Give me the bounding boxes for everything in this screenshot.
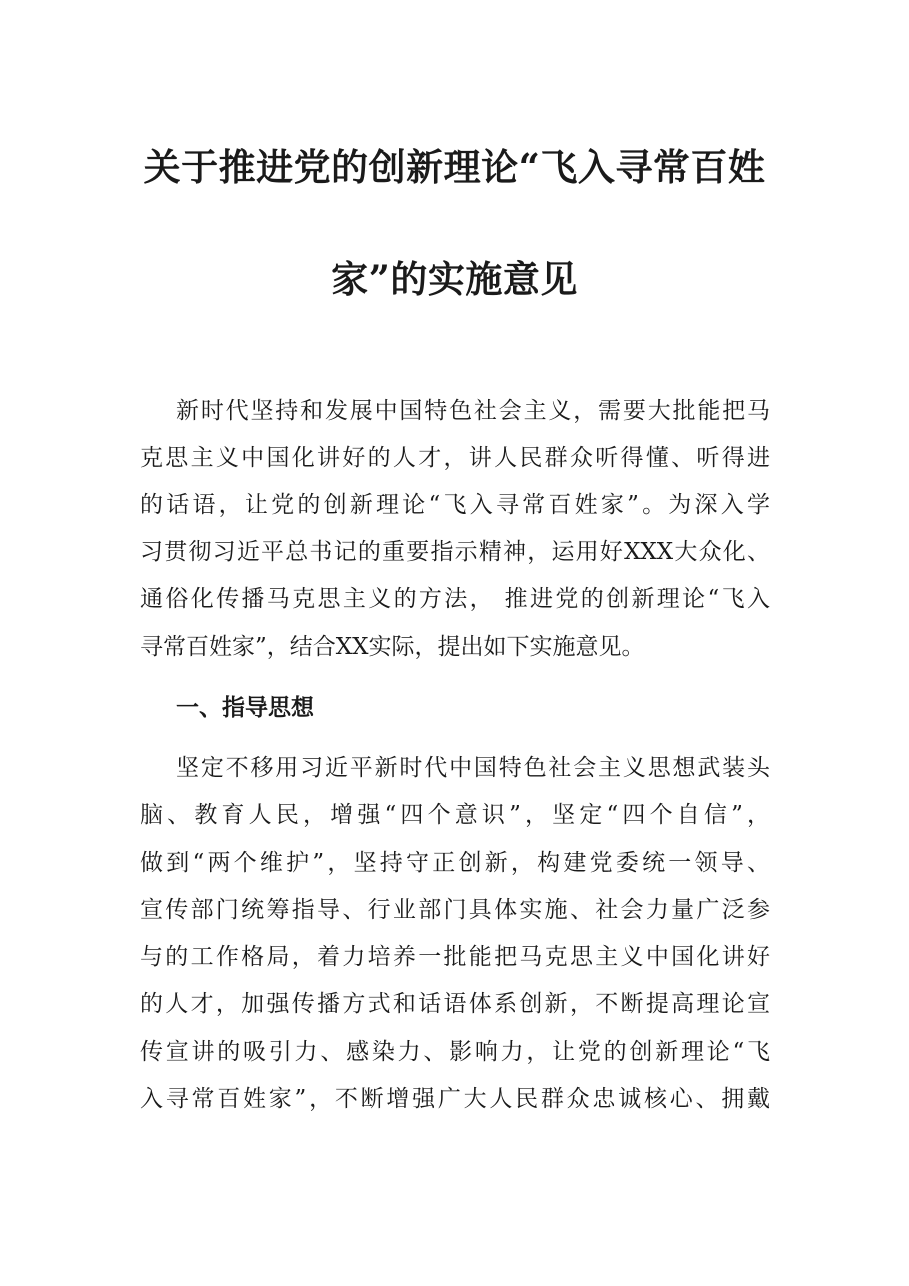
paragraph-line: 宣传部门统筹指导、行业部门具体实施、社会力量广泛参: [140, 897, 770, 923]
paragraph-line: 寻常百姓家”，结合XX实际，提出如下实施意见。: [140, 634, 645, 660]
paragraph-line: 的话语，让党的创新理论“飞入寻常百姓家”。为深入学: [140, 492, 770, 518]
paragraph-line: 传宣讲的吸引力、感染力、影响力，让党的创新理论“飞: [140, 1039, 770, 1065]
paragraph-line: 通俗化传播马克思主义的方法， 推进党的创新理论“飞入: [140, 586, 770, 612]
paragraph-line: 脑、教育人民，增强“四个意识”，坚定“四个自信”，: [140, 802, 770, 828]
paragraph-line: 做到“两个维护”，坚持守正创新，构建党委统一领导、: [140, 850, 770, 876]
document-title-line-2: 家”的实施意见: [331, 257, 578, 301]
paragraph-line: 与的工作格局，着力培养一批能把马克思主义中国化讲好: [140, 944, 770, 970]
document-title-line-1: 关于推进党的创新理论“飞入寻常百姓: [143, 145, 766, 189]
paragraph-line: 的人才，加强传播方式和话语体系创新，不断提高理论宣: [140, 991, 770, 1017]
paragraph-line: 入寻常百姓家”，不断增强广大人民群众忠诚核心、拥戴: [140, 1086, 770, 1112]
paragraph-line: 克思主义中国化讲好的人才，讲人民群众听得懂、听得进: [140, 445, 770, 471]
section-heading-guiding-ideology: 一、指导思想: [176, 695, 314, 721]
paragraph-line: 习贯彻习近平总书记的重要指示精神，运用好XXX大众化、: [140, 539, 770, 565]
paragraph-line: 坚定不移用习近平新时代中国特色社会主义思想武装头: [176, 755, 770, 781]
paragraph-line: 新时代坚持和发展中国特色社会主义，需要大批能把马: [176, 398, 770, 424]
